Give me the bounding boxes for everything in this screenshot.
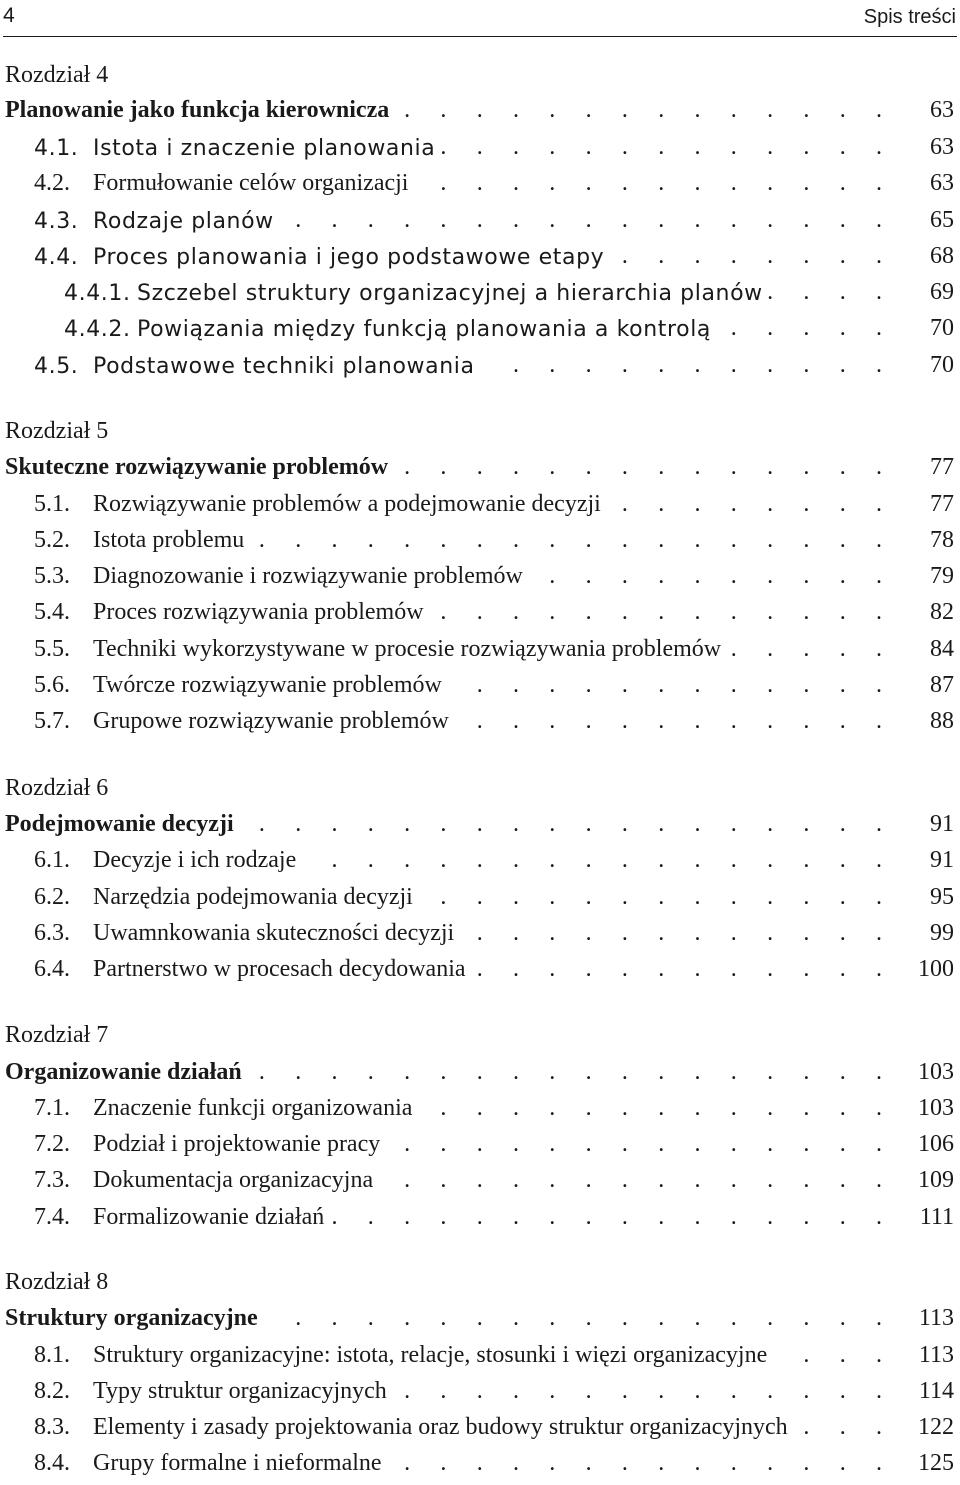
toc-entry[interactable] [0, 955, 960, 989]
toc-page-number: 100 [918, 956, 954, 982]
dot-leader: . . . . . . . . . . . . . [440, 170, 882, 196]
toc-entry-number: 4.1. [34, 136, 79, 161]
toc-entry-title: Narzędzia podejmowania decyzji [93, 884, 413, 910]
dot-leader: . . . . . . . . . . . . . [440, 599, 882, 625]
dot-leader: . . . . . . . . . . . . . . [404, 1450, 882, 1476]
toc-entry-number: 4.5. [34, 354, 79, 379]
toc-entry-title: Dokumentacja organizacyjna [93, 1167, 374, 1193]
toc-page-number: 88 [930, 708, 954, 734]
toc-entry-title: Znaczenie funkcji organizowania [93, 1095, 413, 1121]
toc-page-number: 63 [930, 134, 954, 160]
dot-leader: . . . . . . . . . . . . . . . . . [295, 207, 882, 233]
toc-entry-title: Diagnozowanie i rozwiązywanie problemów [93, 563, 523, 589]
toc-entry-title: Formalizowanie działań [93, 1204, 325, 1230]
toc-entry-number: 5.2. [34, 527, 70, 553]
toc-entry-number: 7.2. [34, 1131, 70, 1157]
toc-entry-title: Formułowanie celów organizacji [93, 170, 409, 196]
toc-entry-number: 5.3. [34, 563, 70, 589]
toc-page-number: 77 [930, 454, 954, 480]
toc-entry-title: Techniki wykorzystywane w procesie rozwiązywania problemów [93, 636, 722, 662]
toc-entry-number: 8.1. [34, 1342, 70, 1368]
toc-entry-number: 5.5. [34, 636, 70, 662]
toc-entry-number: 5.6. [34, 672, 70, 698]
dot-leader: . . . . . . . . . . . . . . . . . . [258, 811, 882, 837]
toc-entry[interactable] [0, 1413, 960, 1447]
toc-entry[interactable] [0, 598, 960, 632]
toc-page-number: 99 [930, 920, 954, 946]
toc-entry[interactable] [0, 1203, 960, 1237]
toc-entry[interactable] [0, 490, 960, 524]
toc-page-number: 65 [930, 207, 954, 233]
toc-entry-number: 5.4. [34, 599, 70, 625]
page-number: 4 [3, 4, 15, 27]
toc-entry[interactable] [0, 1094, 960, 1128]
toc-page-number: 122 [918, 1414, 954, 1440]
dot-leader: . . . . . . . . . . . . . . . . [331, 847, 882, 873]
toc-entry-title: Skuteczne rozwiązywanie problemów [5, 454, 389, 480]
toc-entry-title: Podział i projektowanie pracy [93, 1131, 381, 1157]
dot-leader: . . . . . . . . . . . . . . [404, 1167, 882, 1193]
toc-entry-number: 6.1. [34, 847, 70, 873]
chapter-label-text: Rozdział 8 [5, 1269, 109, 1295]
toc-page-number: 79 [930, 563, 954, 589]
toc-entry-number: 7.3. [34, 1167, 70, 1193]
toc-entry-title: Partnerstwo w procesach decydowania [93, 956, 466, 982]
toc-entry[interactable] [0, 707, 960, 741]
dot-leader: . . . . . . . . . . . . . . [404, 1378, 882, 1404]
toc-page-number: 78 [930, 527, 954, 553]
dot-leader: . . . . . . . . . . . . [476, 920, 882, 946]
toc-entry[interactable] [0, 1449, 960, 1483]
toc-entry[interactable] [0, 1377, 960, 1411]
toc-entry[interactable] [0, 671, 960, 705]
toc-entry-title: Organizowanie działań [5, 1059, 242, 1085]
toc-entry-title: Proces rozwiązywania problemów [93, 599, 424, 625]
toc-page-number: 111 [919, 1204, 954, 1230]
toc-page-number: 106 [918, 1131, 954, 1157]
toc-entry-title: Elementy i zasady projektowania oraz budowy struktur organizacyjnych [93, 1414, 788, 1440]
toc-entry-number: 4.3. [34, 209, 79, 234]
chapter-label-text: Rozdział 4 [5, 62, 109, 88]
toc-entry-title: Decyzje i ich rodzaje [93, 847, 297, 873]
toc-entry[interactable] [0, 133, 960, 167]
toc-entry[interactable] [0, 562, 960, 596]
toc-entry-title: Grupowe rozwiązywanie problemów [93, 708, 449, 734]
chapter-label-rozdzial-8 [0, 1268, 960, 1302]
toc-entry-number: 7.1. [34, 1095, 70, 1121]
toc-entry-title: Szczebel struktury organizacyjnej a hierarchia planów [137, 281, 763, 306]
toc-page-number: 113 [918, 1342, 954, 1368]
toc-entry[interactable] [0, 314, 960, 348]
toc-page-number: 87 [930, 672, 954, 698]
toc-page-number: 113 [918, 1305, 954, 1331]
dot-leader: . . . . . . . . . . . . . . [404, 1131, 882, 1157]
chapter-label-rozdzial-6 [0, 774, 960, 808]
toc-entry-title: Uwamnkowania skuteczności decyzji [93, 920, 455, 946]
dot-leader: . . . . . . . . . . . . . . . . [331, 1204, 882, 1230]
toc-entry[interactable] [0, 526, 960, 560]
toc-entry-number: 6.3. [34, 920, 70, 946]
toc-page-number: 109 [918, 1167, 954, 1193]
toc-page-number: 70 [930, 352, 954, 378]
toc-chapter-title-row[interactable] [0, 453, 960, 487]
chapter-label-rozdzial-4 [0, 61, 960, 95]
toc-entry[interactable] [0, 1341, 960, 1375]
toc-entry-title: Twórcze rozwiązywanie problemów [93, 672, 442, 698]
toc-page-number: 114 [918, 1378, 954, 1404]
dot-leader: . . . . . . . . [621, 491, 882, 517]
toc-entry-number: 6.4. [34, 956, 70, 982]
toc-page-number: 68 [930, 243, 954, 269]
toc-entry-title: Powiązania między funkcją planowania a kontrolą [137, 317, 711, 342]
toc-page-number: 77 [930, 491, 954, 517]
toc-chapter-title-row[interactable] [0, 96, 960, 130]
toc-entry-title: Typy struktur organizacyjnych [93, 1378, 387, 1404]
toc-chapter-title-row[interactable] [0, 810, 960, 844]
dot-leader: . . . . . . . . . . . . [476, 672, 882, 698]
toc-entry-title: Proces planowania i jego podstawowe etapy [93, 245, 605, 270]
toc-page-number: 70 [930, 315, 954, 341]
toc-entry-number: 4.2. [34, 170, 70, 196]
dot-leader: . . . . . . . . . . . . [476, 956, 882, 982]
toc-entry-title: Rozwiązywanie problemów a podejmowanie decyzji [93, 491, 601, 517]
toc-entry[interactable] [0, 919, 960, 953]
chapter-label-text: Rozdział 5 [5, 418, 109, 444]
dot-leader: . . . . . . . . . . . . . . . . . . [258, 1059, 882, 1085]
toc-page-number: 95 [930, 884, 954, 910]
dot-leader: . . . [803, 1342, 882, 1368]
toc-entry-title: Istota i znaczenie planowania [93, 136, 436, 161]
toc-page-number: 91 [930, 811, 954, 837]
toc-entry[interactable] [0, 635, 960, 669]
dot-leader: . . . . . . . . . . . . . [440, 1095, 882, 1121]
toc-entry-number: 5.7. [34, 708, 70, 734]
toc-page-number: 63 [930, 97, 954, 123]
toc-entry[interactable] [0, 278, 960, 312]
dot-leader: . . . . [767, 279, 882, 305]
toc-chapter-title-row[interactable] [0, 1304, 960, 1338]
toc-entry[interactable] [0, 883, 960, 917]
toc-entry-number: 7.4. [34, 1204, 70, 1230]
dot-leader: . . . . . . . . . . [549, 563, 882, 589]
toc-entry-title: Struktury organizacyjne: istota, relacje, stosunki i więzi organizacyjne [93, 1342, 768, 1368]
dot-leader: . . . . . . . . . . . . . [440, 134, 882, 160]
dot-leader: . . . . . [730, 636, 882, 662]
toc-page-number: 103 [918, 1059, 954, 1085]
dot-leader: . . . . . . . . . . . [513, 352, 882, 378]
toc-page-number: 125 [918, 1450, 954, 1476]
toc-entry-number: 4.4.2. [64, 317, 131, 342]
toc-entry-title: Planowanie jako funkcja kierownicza [5, 97, 390, 123]
dot-leader: . . . . . . . . . . . . . . [404, 454, 882, 480]
toc-entry-number: 8.2. [34, 1378, 70, 1404]
toc-entry[interactable] [0, 169, 960, 203]
toc-entry-title: Struktury organizacyjne [5, 1305, 258, 1331]
chapter-label-rozdzial-7 [0, 1021, 960, 1055]
dot-leader: . . . . . . . . . . . . . [440, 884, 882, 910]
toc-entry-title: Grupy formalne i nieformalne [93, 1450, 382, 1476]
toc-page-number: 103 [918, 1095, 954, 1121]
toc-entry-number: 4.4.1. [64, 281, 131, 306]
toc-entry[interactable] [0, 1130, 960, 1164]
toc-page-number: 63 [930, 170, 954, 196]
dot-leader: . . . . . . . . . . . . . . . . . . [258, 527, 882, 553]
toc-entry[interactable] [0, 846, 960, 880]
running-title: Spis treści [863, 6, 956, 28]
toc-entry-title: Rodzaje planów [93, 209, 274, 234]
dot-leader: . . . . . . . . . . . . [476, 708, 882, 734]
toc-entry-number: 4.4. [34, 245, 79, 270]
toc-entry-number: 8.4. [34, 1450, 70, 1476]
toc-entry-number: 5.1. [34, 491, 70, 517]
toc-entry[interactable] [0, 1166, 960, 1200]
toc-page-number: 82 [930, 599, 954, 625]
toc-entry-number: 6.2. [34, 884, 70, 910]
toc-entry[interactable] [0, 206, 960, 240]
toc-entry-number: 8.3. [34, 1414, 70, 1440]
chapter-label-rozdzial-5 [0, 417, 960, 451]
dot-leader: . . . . . [730, 315, 882, 341]
toc-entry-title: Podstawowe techniki planowania [93, 354, 475, 379]
toc-page-number: 91 [930, 847, 954, 873]
dot-leader: . . . . . . . . [621, 243, 882, 269]
toc-page-number: 84 [930, 636, 954, 662]
toc-entry[interactable] [0, 351, 960, 385]
chapter-label-text: Rozdział 7 [5, 1022, 109, 1048]
chapter-label-text: Rozdział 6 [5, 775, 109, 801]
toc-entry[interactable] [0, 242, 960, 276]
toc-entry-title: Istota problemu [93, 527, 245, 553]
toc-entry-title: Podejmowanie decyzji [5, 811, 234, 837]
dot-leader: . . . . . . . . . . . . . . [404, 97, 882, 123]
dot-leader: . . . [803, 1414, 882, 1440]
toc-page-number: 69 [930, 279, 954, 305]
toc-chapter-title-row[interactable] [0, 1058, 960, 1092]
dot-leader: . . . . . . . . . . . . . . . . . [295, 1305, 882, 1331]
